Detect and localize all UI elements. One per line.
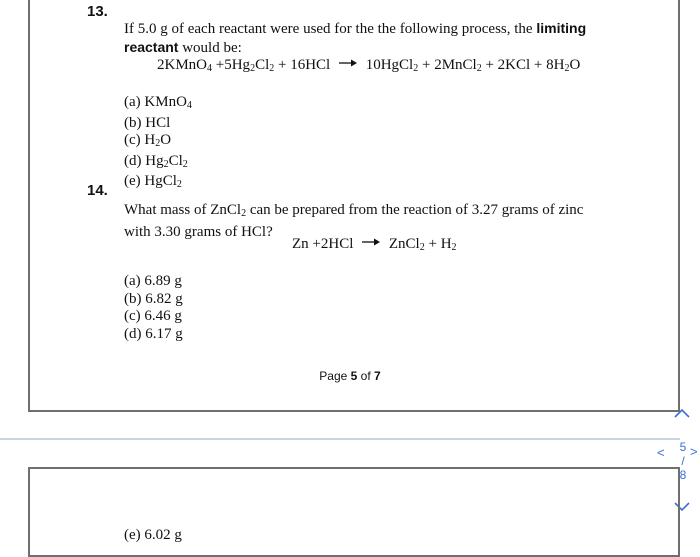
page-footer <box>0 369 700 383</box>
option-tail: O <box>160 132 172 148</box>
option-sub: 2 <box>163 158 169 170</box>
option-13d[interactable] <box>124 153 192 174</box>
option-sub: 4 <box>186 100 192 111</box>
chevron-up-icon[interactable] <box>672 406 692 420</box>
page-divider <box>0 438 680 440</box>
question-14-equation <box>292 236 457 253</box>
eq14-term: + H <box>424 236 452 252</box>
question-14-text-sub: 2 <box>241 208 247 219</box>
reaction-arrow-icon <box>338 58 358 68</box>
option-13b[interactable] <box>124 115 192 133</box>
eq13-term: 2KMnO <box>157 57 208 73</box>
option-label: (d) Hg <box>124 152 164 169</box>
option-14c[interactable]: (c) 6.46 g <box>124 308 182 324</box>
eq13-sub: 2 <box>269 63 275 74</box>
nav-left-chevron-icon[interactable]: < <box>657 445 665 460</box>
eq13-term: + 2MnCl <box>418 57 477 73</box>
eq14-left: Zn +2HCl <box>292 236 354 252</box>
eq13-term: 10HgCl <box>365 57 414 73</box>
eq14-sub: 2 <box>419 242 425 253</box>
eq13-term: Cl <box>255 57 270 73</box>
eq13-term: + 16HCl <box>274 57 331 73</box>
nav-right-chevron-icon[interactable]: > <box>690 444 698 459</box>
question-13-number: 13. <box>87 3 108 20</box>
nav-total-pages: 8 <box>679 468 687 482</box>
question-14-number: 14. <box>87 182 108 199</box>
option-tail: Cl <box>168 152 183 169</box>
eq13-term: +5Hg <box>212 57 251 73</box>
eq13-sub: 4 <box>207 63 213 74</box>
option-14a[interactable]: (a) 6.89 g <box>124 273 182 289</box>
question-14-option-e-container <box>124 527 182 545</box>
footer-current-page: 5 <box>350 369 358 383</box>
option-label: (b) HCl <box>124 114 171 131</box>
question-14-text-b: can be prepared from the reaction of 3.27 grams of zinc <box>246 202 584 218</box>
question-14-options <box>124 273 183 343</box>
reaction-arrow-icon <box>361 237 381 247</box>
eq13-term: + 2KCl + 8H <box>481 57 565 73</box>
eq13-sub: 2 <box>413 63 419 74</box>
option-13a[interactable] <box>124 94 192 115</box>
question-13-equation <box>157 57 580 74</box>
option-label: (c) H <box>124 132 156 148</box>
question-13-options <box>124 94 192 194</box>
footer-middle: of <box>357 369 375 383</box>
option-14d[interactable]: (d) 6.17 g <box>124 325 183 342</box>
eq13-sub: 2 <box>250 63 256 74</box>
option-sub: 2 <box>176 179 182 190</box>
question-14-text <box>124 201 644 241</box>
question-13-text-pre: If 5.0 g of each reactant were used for the the following process, the <box>124 21 537 37</box>
footer-prefix: Page <box>319 369 351 383</box>
eq13-term: O <box>569 57 581 73</box>
option-14e[interactable]: (e) 6.02 g <box>124 527 182 543</box>
question-13-text-post: would be: <box>178 40 242 56</box>
question-13-text <box>124 19 644 57</box>
question-14-text-a: What mass of ZnCl <box>124 202 242 218</box>
option-label: (e) HgCl <box>124 173 177 189</box>
option-label: (a) KMnO <box>124 94 187 110</box>
question-14-text-line2: with 3.30 grams of HCl? <box>124 224 273 240</box>
option-sub: 2 <box>155 138 161 149</box>
eq13-sub: 2 <box>564 63 570 74</box>
footer-total-pages: 7 <box>374 369 381 383</box>
eq13-sub: 2 <box>476 63 482 74</box>
option-14b[interactable]: (b) 6.82 g <box>124 290 183 307</box>
eq14-term: ZnCl <box>388 236 420 252</box>
nav-current-page: 5 <box>679 440 687 454</box>
eq14-sub: 2 <box>451 242 457 253</box>
option-13c[interactable] <box>124 132 192 153</box>
option-13e[interactable] <box>124 173 192 194</box>
question-13-bold-limiting: limiting <box>536 20 587 36</box>
nav-separator: / <box>681 454 685 468</box>
question-13-bold-reactant: reactant <box>124 39 179 55</box>
option-sub: 2 <box>182 158 188 170</box>
